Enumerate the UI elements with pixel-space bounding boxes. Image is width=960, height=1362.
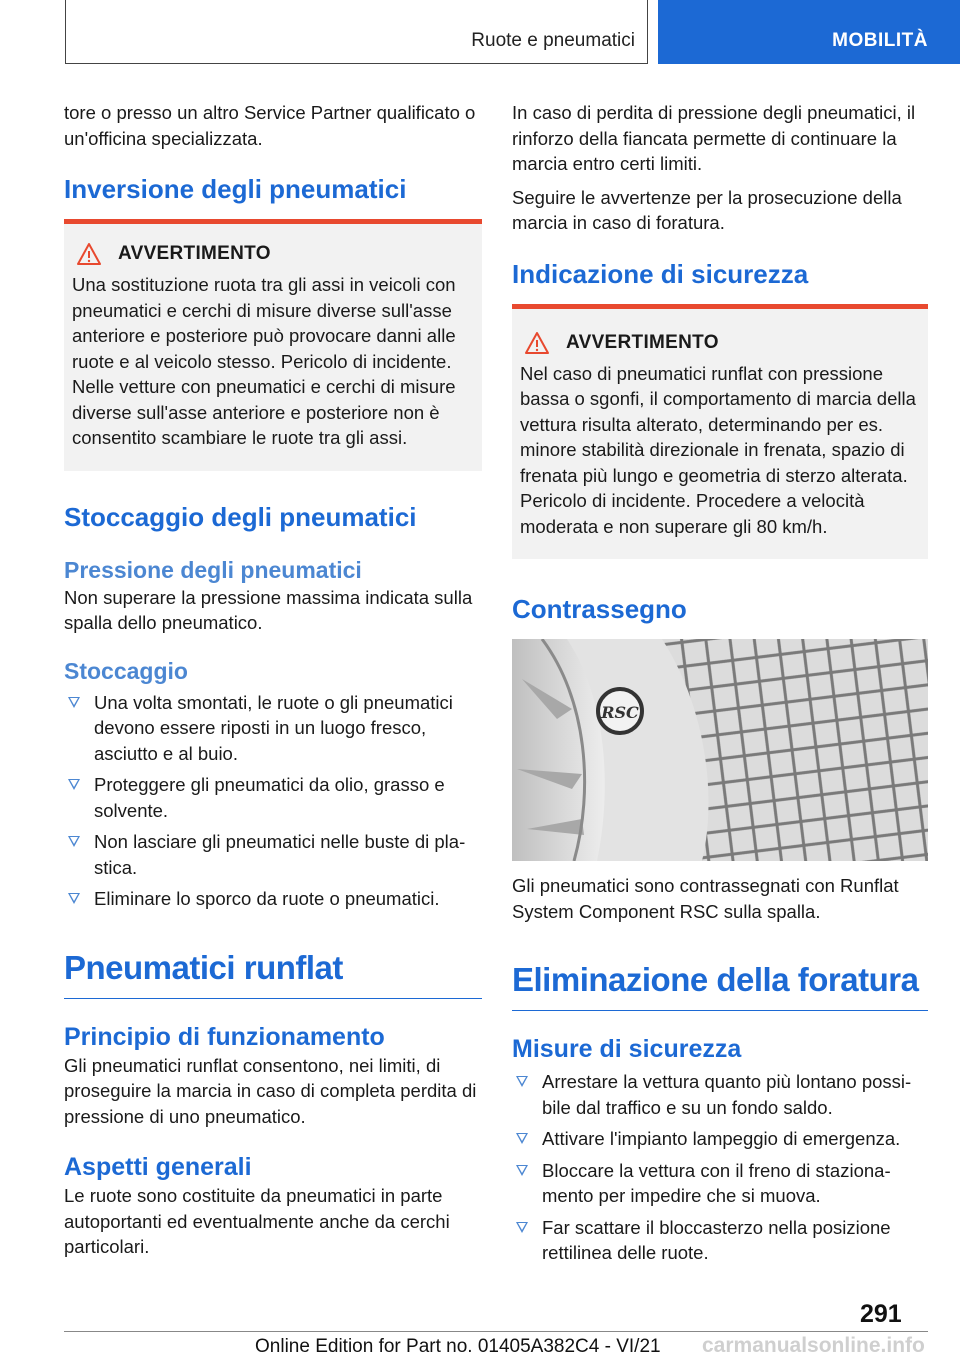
- tire-image: [512, 639, 928, 861]
- header-section-tab: [65, 0, 648, 64]
- principle-subheading: Principio di funzionamento: [64, 1022, 385, 1051]
- warning-title-row: [72, 242, 474, 266]
- header-section-title: Ruote e pneumatici: [471, 30, 635, 51]
- rsc-logo-icon: RSC: [601, 703, 639, 722]
- warning-triangle-icon: [76, 242, 102, 266]
- marking-caption: Gli pneumatici sono contrassegnati con Runflat System Component RSC sulla spalla.: [512, 875, 899, 922]
- inversion-warning-box: [64, 219, 482, 471]
- pressure-paragraph: Non superare la pressione massima indicata sulla spalla dello pneumatico.: [64, 586, 473, 633]
- runflat-advice-paragraph: Seguire le avvertenze per la prosecuzione della marcia in caso di foratura.: [512, 186, 902, 233]
- list-item: Far scattare il bloccasterzo nella posizione rettilinea delle ruote.: [512, 1215, 928, 1266]
- list-item: Eliminare lo sporco da ruote o pneumatici.: [64, 886, 482, 912]
- warning-title-row: [520, 331, 920, 355]
- safety-warning-box: [512, 304, 928, 560]
- list-item: Attivare l'impianto lampeggio di emergenza.: [512, 1126, 928, 1152]
- runflat-tire-illustration: [512, 639, 928, 861]
- principle-paragraph: Gli pneumatici runflat consentono, nei limiti, di proseguire la marcia in caso di completa perdita di pressione di uno pneumatico.: [64, 1054, 477, 1127]
- footer-edition: Online Edition for Part no. 01405A382C4 - VI/21: [255, 1336, 661, 1357]
- page-number: 291: [860, 1300, 902, 1328]
- footer-watermark: carmanualsonline.info: [702, 1334, 925, 1357]
- list-item: Proteggere gli pneumatici da olio, grasso e solvente.: [64, 772, 482, 823]
- intro-paragraph: tore o presso un altro Service Partner qualificato o un'officina specializzata.: [64, 102, 476, 149]
- marking-heading: Contrassegno: [512, 594, 687, 624]
- triangle-bullet-icon: [516, 1222, 528, 1233]
- storage-heading: Stoccaggio degli pneumatici: [64, 501, 417, 532]
- general-paragraph: Le ruote sono costituite da pneumatici in parte autoportanti ed eventualmente anche da cerchi particolari.: [64, 1185, 450, 1257]
- left-column: [64, 100, 482, 1268]
- warning-text: Una sostituzione ruota tra gli assi in veicoli con pneumatici e cerchi di misure diverse sull'asse anteriore e posteriore può provocare danni alle ruote e al veicolo stesso. Pericolo di incidente. Nelle vetture con pneumatici e cerchi di misure diverse sull'asse anteriore e posteriore non è consentito scambiare le ruote tra gli assi.: [72, 274, 456, 448]
- triangle-bullet-icon: [68, 697, 80, 708]
- warning-title: AVVERTIMENTO: [566, 331, 719, 353]
- general-subheading: Aspetti generali: [64, 1153, 252, 1181]
- right-column: [512, 100, 928, 1272]
- measures-subheading: Misure di sicurezza: [512, 1035, 742, 1063]
- triangle-bullet-icon: [68, 893, 80, 904]
- list-item: Bloccare la vettura con il freno di stazionamento per impedire che si muova.: [512, 1158, 928, 1209]
- measures-list: [512, 1069, 928, 1266]
- triangle-bullet-icon: [516, 1165, 528, 1176]
- list-item: Una volta smontati, le ruote o gli pneumatici devono essere riposti in un luogo fresco, asciutto e al buio.: [64, 690, 482, 767]
- list-item: Arrestare la vettura quanto più lontano possibile dal traffico e su un fondo saldo.: [512, 1069, 928, 1120]
- triangle-bullet-icon: [68, 836, 80, 847]
- runflat-intro-paragraph: In caso di perdita di pressione degli pneumatici, il rinforzo della fiancata permette di continuare la marcia entro certi limiti.: [512, 102, 916, 174]
- triangle-bullet-icon: [516, 1076, 528, 1087]
- header-chapter-title: MOBILITÀ: [832, 30, 928, 51]
- warning-text: Nel caso di pneumatici runflat con pressione bassa o sgonfi, il comportamento di marcia della vettura risulta alterato, determinando per es. minore stabilità direzionale in frenata, spazio di frenata più lungo e geometria di sterzo alterata. Pericolo di incidente. Procedere a velocità moderata e non superare gli 80 km/h.: [520, 362, 916, 537]
- warning-triangle-icon: [524, 331, 550, 355]
- triangle-bullet-icon: [516, 1133, 528, 1144]
- safety-heading: Indicazione di sicurezza: [512, 258, 809, 289]
- header-chapter-tab: [658, 0, 960, 64]
- pressure-subheading: Pressione degli pneumatici: [64, 556, 362, 583]
- warning-title: AVVERTIMENTO: [118, 243, 271, 264]
- puncture-heading: Eliminazione della foratura: [512, 960, 928, 1011]
- footer-divider: [64, 1331, 928, 1332]
- list-item: Non lasciare gli pneumatici nelle buste di plastica.: [64, 829, 482, 880]
- storage-list: [64, 690, 482, 912]
- triangle-bullet-icon: [68, 779, 80, 790]
- inversion-heading: Inversione degli pneumatici: [64, 174, 407, 204]
- runflat-heading: Pneumatici runflat: [64, 948, 482, 999]
- storage-subheading: Stoccaggio: [64, 657, 188, 684]
